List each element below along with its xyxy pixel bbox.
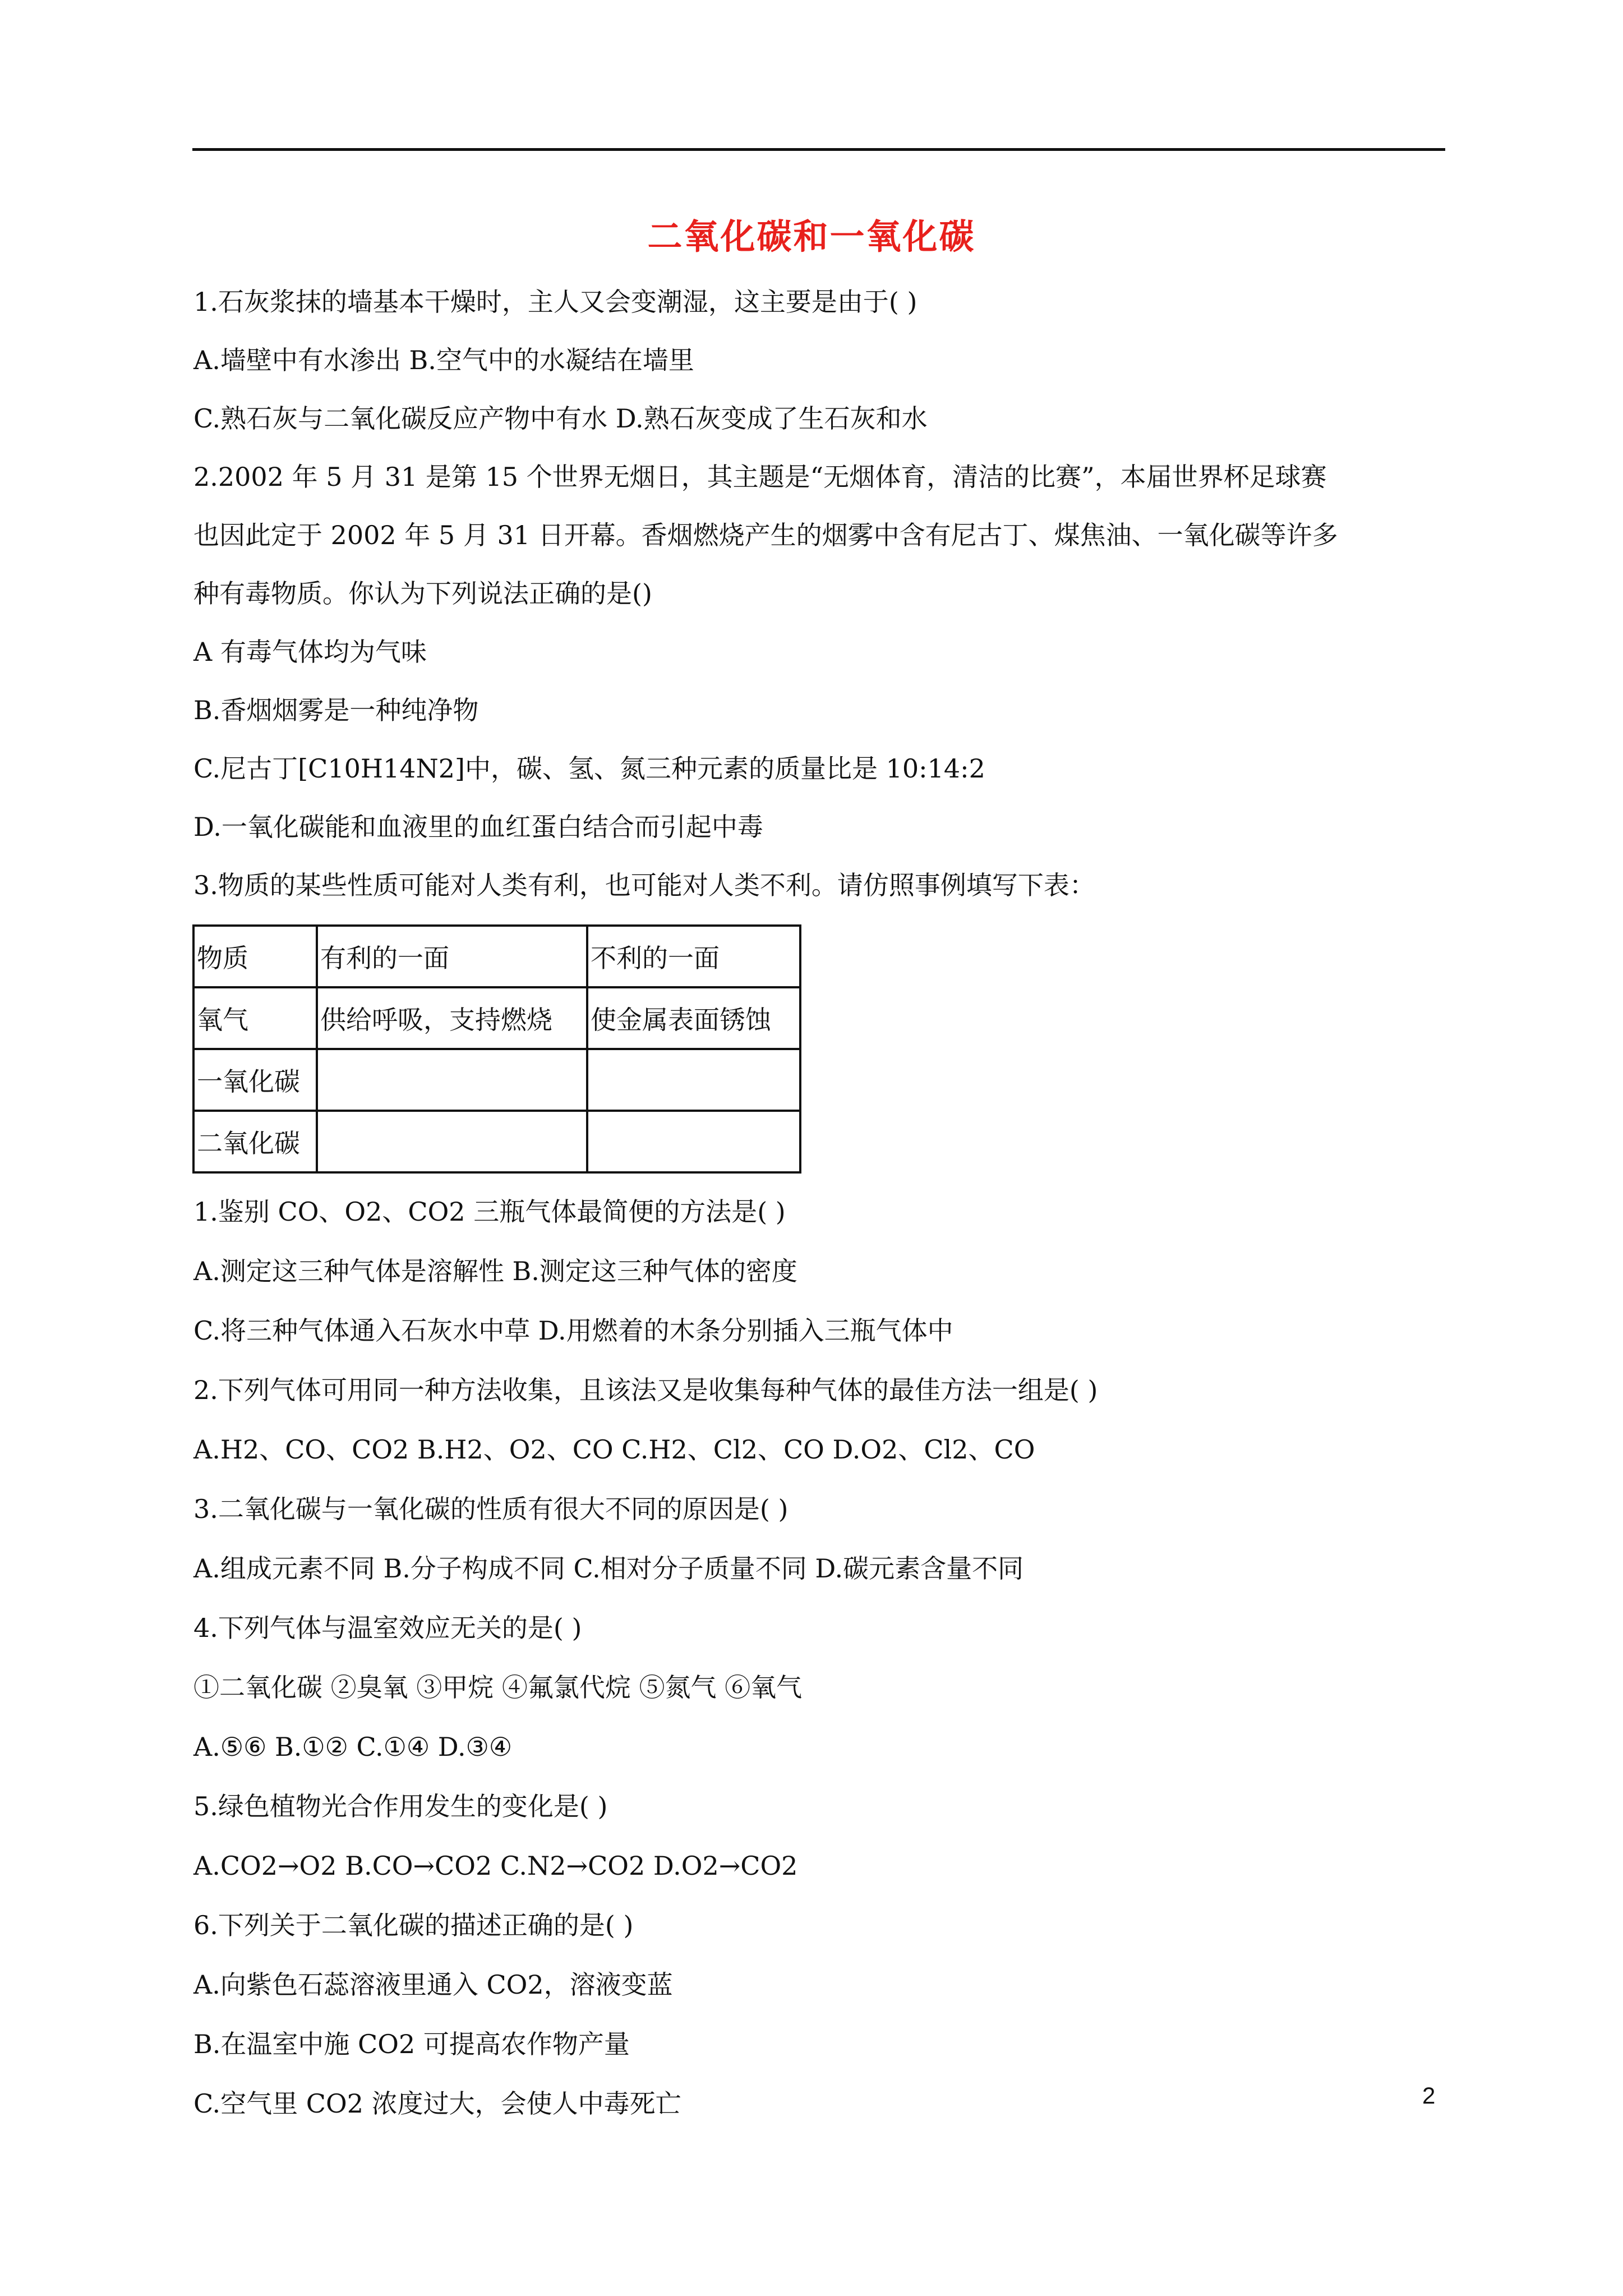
text-line: ①二氧化碳 ②臭氧 ③甲烷 ④氟氯代烷 ⑤氮气 ⑥氧气	[193, 1672, 803, 1703]
table-cell	[317, 1049, 587, 1111]
table-cell: 二氧化碳	[193, 1111, 317, 1172]
text-line: 5.绿色植物光合作用发生的变化是( )	[193, 1791, 608, 1821]
text-line: 2.下列气体可用同一种方法收集，且该法又是收集每种气体的最佳方法一组是( )	[193, 1375, 1098, 1405]
text-line: A.⑤⑥ B.①② C.①④ D.③④	[193, 1732, 513, 1762]
text-line: A.测定这三种气体是溶解性 B.测定这三种气体的密度	[193, 1256, 797, 1286]
text-line: 种有毒物质。你认为下列说法正确的是()	[193, 578, 652, 609]
property-table	[192, 924, 801, 1174]
table-row	[193, 987, 800, 1049]
table-row	[193, 1111, 800, 1172]
page-number: 2	[1422, 2082, 1436, 2109]
table-cell	[317, 1111, 587, 1172]
text-line: 也因此定于 2002 年 5 月 31 日开幕。香烟燃烧产生的烟雾中含有尼古丁、煤焦油、一氧化碳等许多	[193, 520, 1338, 550]
table-header-cell: 物质	[193, 926, 317, 987]
table-header-cell: 不利的一面	[587, 926, 800, 987]
text-line: A.向紫色石蕊溶液里通入 CO2，溶液变蓝	[193, 1970, 673, 2000]
text-line: 3.物质的某些性质可能对人类有利，也可能对人类不利。请仿照事例填写下表：	[193, 870, 1095, 900]
text-line: 3.二氧化碳与一氧化碳的性质有很大不同的原因是( )	[193, 1494, 789, 1524]
text-line: C.空气里 CO2 浓度过大，会使人中毒死亡	[193, 2088, 681, 2119]
text-line: 4.下列气体与温室效应无关的是( )	[193, 1613, 582, 1643]
text-line: 1.鉴别 CO、O2、CO2 三瓶气体最简便的方法是( )	[193, 1197, 786, 1227]
text-line: 6.下列关于二氧化碳的描述正确的是( )	[193, 1910, 634, 1940]
table-row	[193, 1049, 800, 1111]
text-line: C.熟石灰与二氧化碳反应产物中有水 D.熟石灰变成了生石灰和水	[193, 403, 928, 434]
table-header-row	[193, 926, 800, 987]
text-line: A.组成元素不同 B.分子构成不同 C.相对分子质量不同 D.碳元素含量不同	[193, 1553, 1024, 1584]
text-line: C.将三种气体通入石灰水中草 D.用燃着的木条分别插入三瓶气体中	[193, 1315, 953, 1346]
table-cell	[587, 1049, 800, 1111]
table-cell: 一氧化碳	[193, 1049, 317, 1111]
header-rule	[192, 148, 1445, 151]
table-cell: 氧气	[193, 987, 317, 1049]
table-cell	[587, 1111, 800, 1172]
text-line: A.CO2→O2 B.CO→CO2 C.N2→CO2 D.O2→CO2	[193, 1851, 798, 1881]
text-line: A.墙壁中有水渗出 B.空气中的水凝结在墙里	[193, 345, 694, 375]
table-header-cell: 有利的一面	[317, 926, 587, 987]
text-line: A 有毒气体均为气味	[193, 637, 427, 667]
text-line: 2.2002 年 5 月 31 是第 15 个世界无烟日，其主题是“无烟体育，清洁的比赛”，本届世界杯足球赛	[193, 462, 1327, 492]
text-line: B.在温室中施 CO2 可提高农作物产量	[193, 2029, 630, 2059]
table-cell: 供给呼吸，支持燃烧	[317, 987, 587, 1049]
text-line: D.一氧化碳能和血液里的血红蛋白结合而引起中毒	[193, 812, 763, 842]
text-line: B.香烟烟雾是一种纯净物	[193, 695, 479, 725]
table-cell: 使金属表面锈蚀	[587, 987, 800, 1049]
text-line: C.尼古丁[C10H14N2]中，碳、氢、氮三种元素的质量比是 10:14:2	[193, 753, 985, 784]
page-title: 二氧化碳和一氧化碳	[647, 216, 976, 257]
text-line: 1.石灰浆抹的墙基本干燥时，主人又会变潮湿，这主要是由于( )	[193, 287, 917, 317]
text-line: A.H2、CO、CO2 B.H2、O2、CO C.H2、Cl2、CO D.O2、Cl2、CO	[193, 1434, 1035, 1465]
